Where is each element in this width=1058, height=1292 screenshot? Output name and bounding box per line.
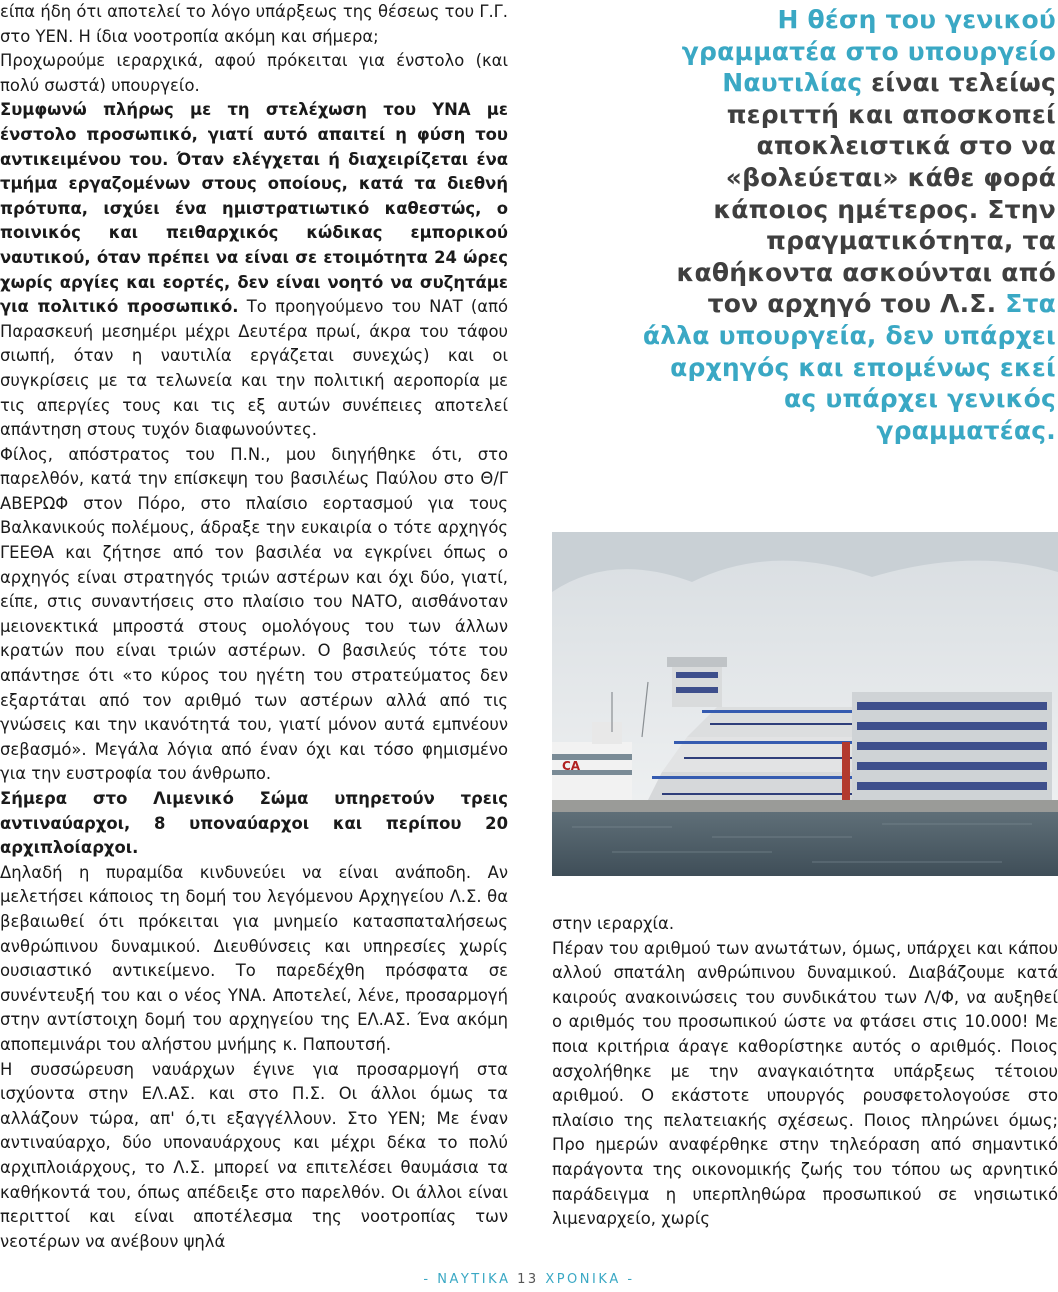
bold-text: Σήμερα στο Λιμενικό Σώμα υπηρετούν τρεις αντιναύαρχοι, 8 υποναύαρχοι και περίπου 20 αρχιπλοίαρχοι. [0, 789, 508, 858]
paragraph-text: Το προηγούμενο του ΝΑΤ (από Παρασκευή μεσημέρι μέχρι Δευτέρα πρωί, άκρα του τάφου σιωπή, όταν η ναυτιλία εργάζεται συνεχώς) και οι συγκρίσεις με τα τελωνεία και την πολιτική αεροπορία με τις απεργίες τους και τις εξ αυτών συνέπειες αποτελεί απάντηση στους τυχόν διαφωνούντες. [0, 297, 508, 440]
paragraph [0, 98, 508, 442]
quay [552, 800, 1058, 812]
harbor-building-photo [552, 532, 1058, 876]
page-footer [0, 1272, 1058, 1292]
paragraph: στην ιεραρχία. [552, 914, 675, 933]
right-column [552, 912, 1058, 1230]
paragraph: Προχωρούμε ιεραρχικά, αφού πρόκειται για ένστολο (και πολύ σωστά) υπουργείο. [0, 51, 508, 95]
pull-quote-text: είναι τελείως περιττή και αποσκοπεί αποκλειστικά στο να «βολεύεται» κάθε φορά κάποιος ημέτερος. Στην πραγματικότητα, τα καθήκοντα ασκούνται από τον αρχηγό του Λ.Σ. [676, 68, 1056, 319]
page-number: 13 [517, 1272, 539, 1287]
bold-text: Συμφωνώ πλήρως με τη στελέχωση του ΥΝΑ με ένστολο προσωπικό, γιατί αυτό απαιτεί η φύση του αντικειμένου του. Όταν ελέγχεται ή διαχειρίζεται ένα τμήμα εργαζομένων στους οποίους, κατά τα διεθνή πρότυπα, ισχύει ένα ημιστρατιωτικό καθεστώς, ο ποινικός και πειθαρχικός κώδικας εμπορικού ναυτικού, όταν πρέπει να είναι σε ετοιμότητα 24 ώρες χωρίς αργίες και εορτές, δεν είναι νοητό να συζητάμε για πολιτικό προσωπικό. [0, 100, 508, 317]
paragraph: Η συσσώρευση ναυάρχων έγινε για προσαρμογή στα ισχύοντα στην ΕΛ.ΑΣ. και στο Π.Σ. Οι άλλοι όμως τα αλλάζουν τώρα, απ' ό,τι εξαγγέλλουν. Στο ΥΕΝ; Με έναν αντιναύαρχο, δύο υποναυάρχους και μέχρι δέκα το πολύ αρχιπλοιάρχους, το Λ.Σ. μπορεί να επιτελέσει θαυμάσια τα καθήκοντά του, όπως απέδειξε στο παρελθόν. Οι άλλοι είναι περιττοί και είναι αποτέλεσμα της νοοτροπίας των νεοτέρων να ανέβουν ψηλά [0, 1059, 508, 1251]
paragraph: είπα ήδη ότι αποτελεί το λόγο υπάρξεως της θέσεως του Γ.Γ. στο ΥΕΝ. Η ίδια νοοτροπία ακόμη και σήμερα; [0, 2, 508, 46]
ferry-sign: CA [562, 759, 581, 773]
pull-quote-accent: Η θέση του γενικού γραμματέα στο υπουργείο Ναυτιλίας [681, 5, 1056, 98]
pull-quote [632, 4, 1056, 445]
left-column [0, 0, 508, 1251]
paragraph: Δηλαδή η πυραμίδα κινδυνεύει να είναι ανάποδη. Αν μελετήσει κάποιος τη δομή του λεγόμενου Αρχηγείου Λ.Σ. θα βεβαιωθεί ότι πρόκειται για μνημείο κατασπαταλήσεως ανθρώπινου δυναμικού. Διευθύνσεις και υπηρεσίες χωρίς ουσιαστικό αντικείμενο. Το παρεδέχθη πρόσφατα σε συνέντευξή του και ο νέος ΥΝΑ. Αποτελεί, λένε, προσαρμογή στην αντίστοιχη δομή του αρχηγείου της ΕΛ.ΑΣ. Ένα ακόμη αποπεμινάρι του αλήστου μνήμης κ. Παπουτσή. [0, 862, 508, 1054]
footer-left: - ΝΑΥΤΙΚΑ [423, 1272, 511, 1287]
paragraph [0, 787, 508, 861]
paragraph: Πέραν του αριθμού των ανωτάτων, όμως, υπάρχει και κάπου αλλού σπατάλη ανθρώπινου δυναμικού. Διαβάζουμε κατά καιρούς ανακοινώσεις του συνδικάτου των Λ/Φ, να αυξηθεί ο αριθμός του προσωπικού ώστε να φτάσει στις 10.000! Με ποια κριτήρια άραγε καθορίστηκε αυτός ο αριθμός. Ποιος ασχολήθηκε με την αναγκαιότητα υπάρξεως τέτοιου αριθμού. Ο εκάστοτε υπουργός ρουσφετολογούσε στο πλαίσιο της πελατειακής σχέσεως. Ποιος πληρώνει όμως; Προ ημερών αναφέρθηκε στην τηλεόραση από σημαντικό παράγοντα της οικονομικής ζωής του τόπου ως αρνητικό παράδειγμα η υπερπληθώρα προσωπικού σε νησιωτικό λιμεναρχείο, χωρίς [552, 938, 1058, 1229]
pull-quote-accent: Στα άλλα υπουργεία, δεν υπάρχει αρχηγός και επομένως εκεί ας υπάρχει γενικός γραμματέας. [642, 289, 1056, 445]
sea [552, 812, 1058, 876]
footer-right: ΧΡΟΝΙΚΑ - [545, 1272, 635, 1287]
paragraph: Φίλος, απόστρατος του Π.Ν., μου διηγήθηκε ότι, στο παρελθόν, κατά την επίσκεψη του βασιλέως Παύλου στο Θ/Γ ΑΒΕΡΩΦ στον Πόρο, στο πλαίσιο εορτασμού για τους Βαλκανικούς πολέμους, άδραξε την ευκαιρία ο τότε αρχηγός ΓΕΕΘΑ και ζήτησε από τον βασιλέα να εγκρίνει όπως ο αρχηγός είναι στρατηγός τριών αστέρων και όχι δύο, γιατί, είπε, στις συναντήσεις στο πλαίσιο του ΝΑΤΟ, αισθάνοταν μειονεκτικά μπροστά στους ομολόγους του των άλλων κρατών που είναι τριών αστέρων. Ο βασιλεύς τότε του απάντησε ότι «το κύρος του ηγέτη του στρατεύματος δεν εξαρτάται από τον αριθμό των αστέρων αλλά από τις γνώσεις και την ικανότητά του, γιατί μόνον αυτά εμπνέουν σεβασμό». Μεγάλα λόγια από έναν όχι και τόσο φημισμένο για την ευστροφία του άνθρωπο. [0, 444, 508, 784]
